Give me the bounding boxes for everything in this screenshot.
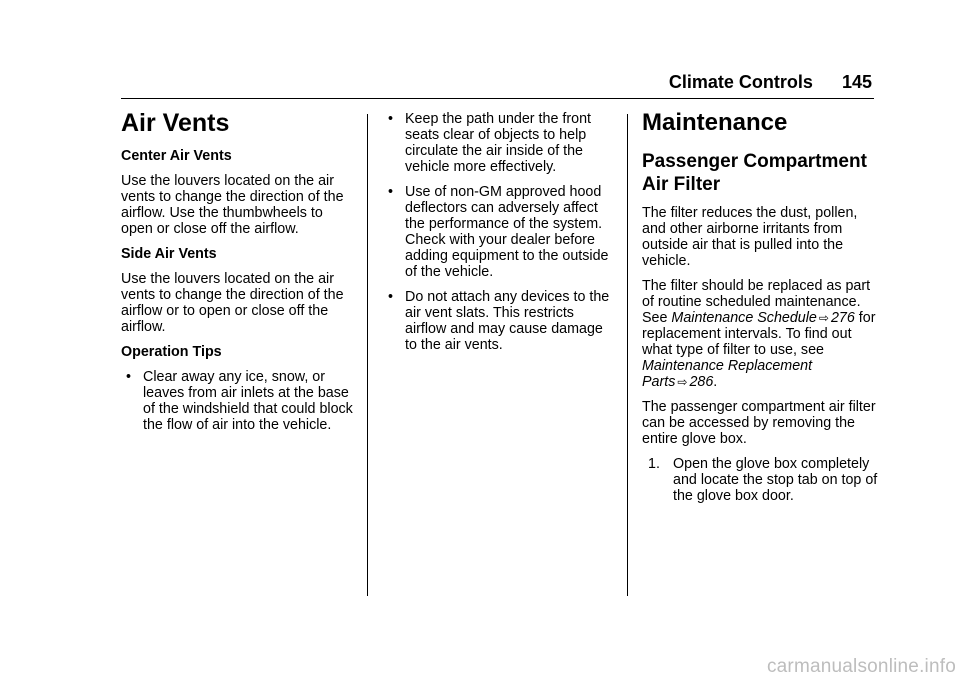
operation-tips-list-continued — [383, 111, 615, 353]
center-air-vents-text: Use the louvers located on the air vents to change the direction of the airflow. Use the thumbwheels to open or close off the airflow. — [121, 173, 344, 237]
step-text: Open the glove box completely and locate the stop tab on top of the glove box door. — [673, 456, 878, 504]
link-page-number: 286 — [689, 374, 714, 390]
paragraph-text: . — [713, 374, 718, 390]
center-air-vents-heading: Center Air Vents — [121, 148, 232, 164]
paragraph-text: for replacement intervals. To find out what type of filter to use, see — [642, 310, 876, 358]
column-left — [121, 108, 357, 442]
list-item — [383, 111, 615, 175]
column-divider — [367, 114, 368, 596]
air-vents-heading: Air Vents — [121, 109, 230, 137]
bullet: • — [126, 369, 132, 385]
list-item-text: Keep the path under the front seats clear of objects to help circulate the air inside of the vehicle more effectively. — [405, 111, 591, 175]
steps-list — [642, 456, 880, 504]
header-rule — [121, 98, 874, 99]
page-reference-arrow-icon: ⇨ — [818, 311, 829, 325]
step-item — [642, 456, 880, 504]
paragraph-text: The filter should be replaced as part of routine scheduled maintenance. See — [642, 278, 871, 326]
list-item-text: Use of non-GM approved hood deflectors can adversely affect the performance of the system. Check with your dealer before adding equipment to the outside of the vehicle. — [405, 184, 609, 280]
replacement-parts-link[interactable] — [642, 358, 812, 390]
column-divider — [627, 114, 628, 596]
list-item — [383, 289, 615, 353]
link-text: Maintenance Replacement Parts — [642, 358, 813, 390]
side-air-vents-heading: Side Air Vents — [121, 246, 217, 262]
page-number: 145 — [841, 72, 872, 92]
list-item-text: Do not attach any devices to the air vent slats. This restricts airflow and may cause damage to the air vents. — [405, 289, 610, 353]
glove-box-paragraph: The passenger compartment air filter can be accessed by removing the entire glove box. — [642, 399, 876, 447]
bullet: • — [388, 111, 394, 127]
list-item-text: Clear away any ice, snow, or leaves from air inlets at the base of the windshield that could block the flow of air into the vehicle. — [143, 369, 353, 433]
list-item — [383, 184, 615, 280]
section-title: Climate Controls — [668, 72, 813, 92]
air-filter-heading: Passenger Compartment Air Filter — [642, 151, 867, 195]
link-text: Maintenance Schedule — [671, 310, 817, 326]
column-middle — [383, 111, 615, 362]
maintenance-schedule-link[interactable] — [671, 310, 854, 326]
bullet: • — [388, 289, 394, 305]
maintenance-heading: Maintenance — [642, 109, 788, 136]
bullet: • — [388, 184, 394, 200]
column-right — [642, 108, 880, 504]
watermark: carmanualsonline.info — [766, 656, 956, 677]
replacement-paragraph — [642, 278, 880, 390]
operation-tips-heading: Operation Tips — [121, 344, 222, 360]
link-page-number: 276 — [830, 310, 855, 326]
page-reference-arrow-icon: ⇨ — [677, 375, 688, 389]
filter-description: The filter reduces the dust, pollen, and other airborne irritants from outside air that is pulled into the vehicle. — [642, 205, 858, 269]
operation-tips-list — [121, 369, 357, 433]
side-air-vents-text: Use the louvers located on the air vents to change the direction of the airflow or to open or close off the airflow. — [121, 271, 344, 335]
running-head — [669, 72, 872, 93]
list-item — [121, 369, 357, 433]
step-number: 1. — [648, 456, 660, 472]
